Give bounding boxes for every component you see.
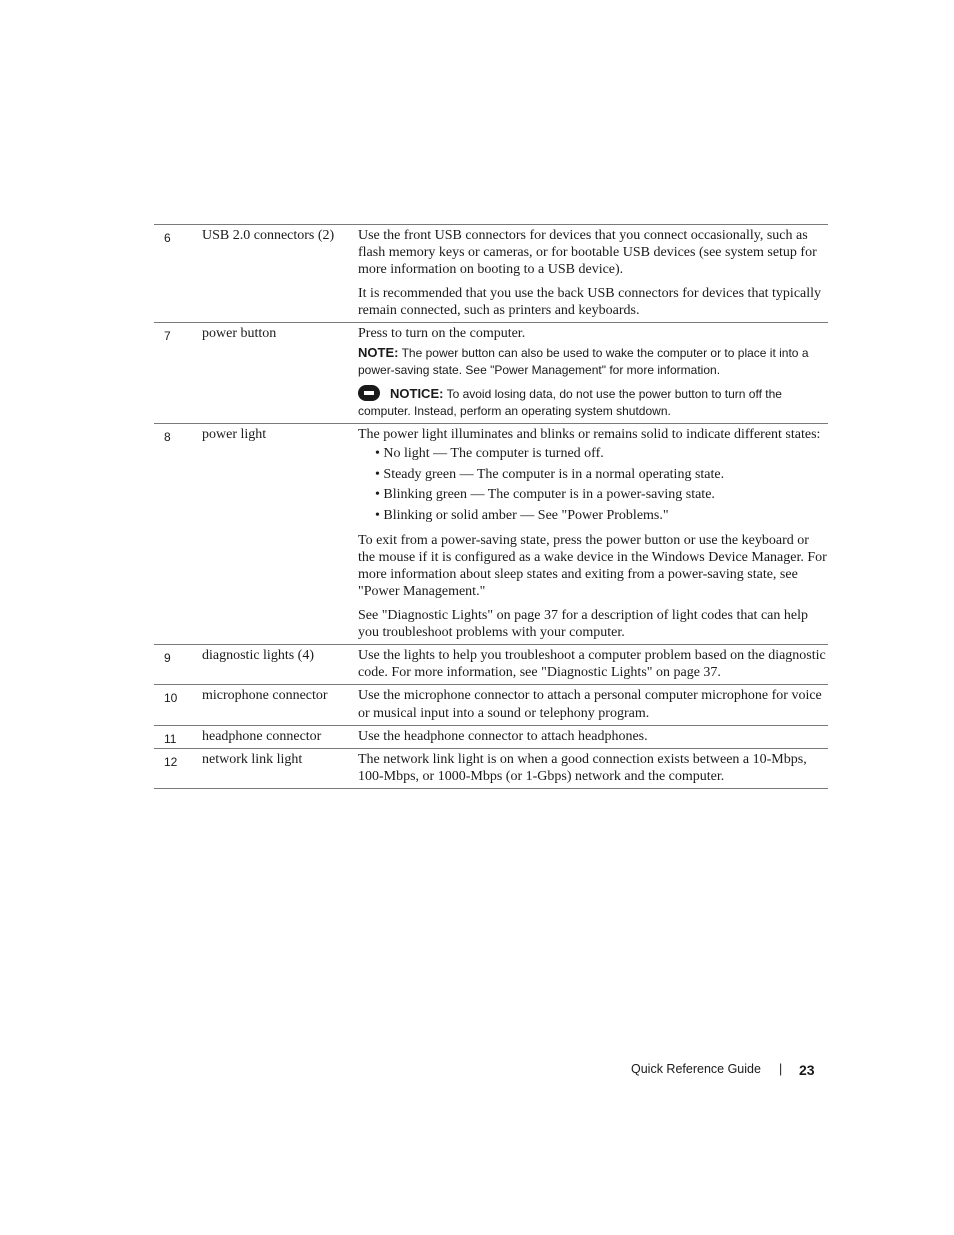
item-number: 12 — [164, 755, 178, 770]
table-row — [154, 323, 828, 424]
item-number: 9 — [164, 651, 171, 666]
item-number: 8 — [164, 430, 171, 445]
item-description — [358, 424, 828, 644]
item-description — [358, 726, 828, 748]
item-description — [358, 225, 828, 322]
description-paragraph: Use the microphone connector to attach a personal computer microphone for voice or musical input into a sound or telephony program. — [358, 688, 822, 721]
item-description — [358, 323, 828, 423]
page-number: 23 — [799, 1062, 815, 1078]
table-row — [154, 424, 828, 645]
table-row — [154, 726, 828, 749]
table-row — [154, 225, 828, 323]
notice-label: NOTICE: — [390, 386, 444, 402]
item-description — [358, 685, 828, 724]
footer-separator: | — [779, 1062, 783, 1076]
description-paragraph: Use the headphone connector to attach headphones. — [358, 728, 648, 744]
item-label: USB 2.0 connectors (2) — [202, 228, 335, 243]
description-paragraph: See "Diagnostic Lights" on page 37 for a description of light codes that can help you troubleshoot problems with your computer. — [358, 607, 808, 640]
item-label: headphone connector — [202, 728, 322, 744]
item-description — [358, 749, 828, 788]
component-table — [154, 224, 828, 789]
item-label: diagnostic lights (4) — [202, 648, 314, 664]
item-number: 7 — [164, 329, 171, 344]
table-row — [154, 749, 828, 789]
description-paragraph: The network link light is on when a good connection exists between a 10-Mbps, 100-Mbps, or 1000-Mbps (or 1-Gbps) network and the computer. — [358, 752, 807, 785]
item-number: 6 — [164, 231, 171, 245]
state-list — [358, 445, 828, 523]
list-item: • Blinking green — The computer is in a power-saving state. — [375, 486, 828, 503]
list-item: • Blinking or solid amber — See "Power Problems." — [375, 507, 828, 524]
note-label: NOTE: — [358, 345, 399, 361]
description-paragraph: To exit from a power-saving state, press the power button or use the keyboard or the mouse if it is configured as a wake device in the Windows Device Manager. For more information about sleep states and exiting from a power-saving state, see "Power Management." — [358, 532, 827, 600]
note-block — [358, 344, 828, 379]
note-text: The power button can also be used to wake the computer or to place it into a power-saving state. See "Power Management" for more information. — [358, 346, 809, 378]
notice-block — [358, 385, 828, 420]
item-label: power button — [202, 326, 277, 342]
table-row — [154, 685, 828, 725]
description-paragraph: It is recommended that you use the back USB connectors for devices that typically remain connected, such as printers and keyboards. — [358, 285, 822, 318]
item-label: power light — [202, 427, 267, 443]
item-label: network link light — [202, 752, 303, 768]
item-number: 10 — [164, 691, 178, 706]
description-paragraph: Use the lights to help you troubleshoot a computer problem based on the diagnostic code. For more information, see "Diagnostic Lights" on page 37. — [358, 648, 826, 681]
item-number: 11 — [164, 731, 177, 746]
table-row — [154, 645, 828, 685]
description-paragraph: The power light illuminates and blinks or remains solid to indicate different states: — [358, 427, 821, 443]
notice-icon — [358, 385, 380, 401]
notice-text: To avoid losing data, do not use the power button to turn off the computer. Instead, perform an operating system shutdown. — [358, 387, 782, 419]
list-item: • Steady green — The computer is in a normal operating state. — [375, 466, 828, 483]
footer-title: Quick Reference Guide — [631, 1062, 761, 1076]
description-paragraph: Use the front USB connectors for devices that you connect occasionally, such as flash memory keys or cameras, or for bootable USB devices (see system setup for more information on booting to a USB device). — [358, 228, 817, 278]
item-description — [358, 645, 828, 684]
list-item: • No light — The computer is turned off. — [375, 445, 828, 462]
description-paragraph: Press to turn on the computer. — [358, 326, 526, 342]
item-label: microphone connector — [202, 688, 328, 704]
